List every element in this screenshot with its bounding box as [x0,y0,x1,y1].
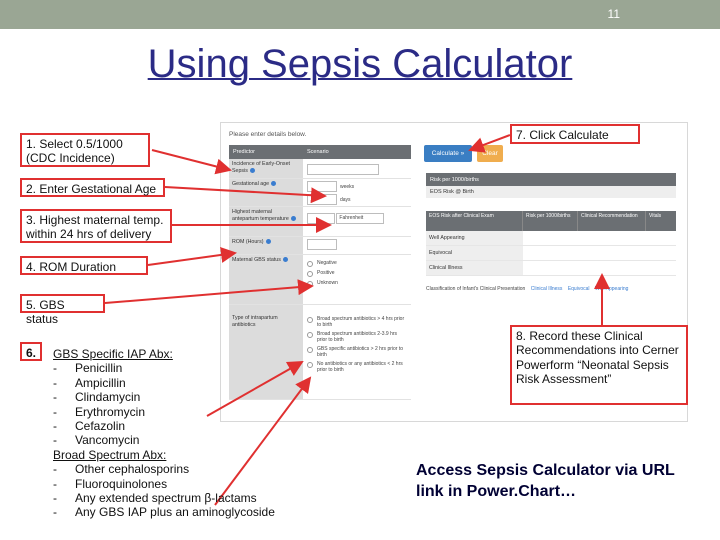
list-item: - Clindamycin [53,390,141,405]
arrow-gest-age [165,187,325,196]
list-item: - Ampicillin [53,375,126,390]
gbs-option-negative[interactable]: Negative [307,260,407,267]
list-item: - Vancomycin [53,433,140,448]
list-item: - Any extended spectrum β-lactams [53,491,257,506]
table-row: Clinical Illness [426,261,676,276]
arrow-rom [148,253,235,265]
list-item: - Fluoroquinolones [53,476,168,491]
broad-spectrum-heading: Broad Spectrum Abx: [53,447,167,462]
grid-header-risk: Risk per 1000/births [523,211,578,231]
predictor-header: Predictor [233,149,256,155]
grid-header-recommendation: Clinical Recommendation [578,211,646,231]
callout-incidence: 1. Select 0.5/1000 (CDC Incidence) [20,133,150,167]
antibiotic-list [53,347,275,520]
callout-calculate: 7. Click Calculate [510,124,640,144]
eos-risk-birth-row: EOS Risk @ Birth [426,186,676,199]
gbs-option-unknown[interactable]: Unknown [307,280,407,287]
scenario-header: Scenario [307,149,329,155]
slide-number: 11 [607,7,620,21]
arrow-gbs [105,286,312,303]
classification-link-equivocal[interactable]: Equivocal [567,286,590,292]
callout-temp: 3. Highest maternal temp. within 24 hrs of delivery [20,209,172,243]
clear-button[interactable]: Clear [477,145,503,162]
temp-label: Highest maternal antepartum temperature [232,209,289,222]
gbs-iap-heading: GBS Specific IAP Abx: [53,347,173,361]
table-row: Equivocal [426,246,676,261]
gbs-option-positive[interactable]: Positive [307,270,407,277]
access-note: Access Sepsis Calculator via URL link in Power.Chart… [416,462,675,500]
callout-gest-age: 2. Enter Gestational Age [20,178,165,197]
callout-record: 8. Record these Clinical Recommendations into Cerner Powerform “Neonatal Sepsis Risk Assessment” [510,325,688,405]
callout-rom: 4. ROM Duration [20,256,148,275]
abx-option-none[interactable]: No antibiotics or any antibiotics < 2 hrs prior to birth [307,361,407,373]
list-item: - Other cephalosporins [53,462,190,477]
gbs-label: Maternal GBS status [232,257,281,263]
grid-header-vitals: Vitals [649,213,662,219]
arrow-calculate [470,135,510,150]
table-row: Well Appearing [426,231,676,246]
abx-option-broad-2h[interactable]: Broad spectrum antibiotics 2-3.9 hrs prior to birth [307,331,407,343]
risk-per-1000-header: Risk per 1000/births [426,173,676,186]
list-item: - Any GBS IAP plus an aminoglycoside [53,505,275,520]
list-item: - Cefazolin [53,419,126,434]
grid-header-exam: EOS Risk after Clinical Exam [426,211,523,231]
prompt-text: Please enter details below. [229,131,307,138]
temp-unit-select[interactable]: Fahrenheit [336,213,384,224]
rom-label: ROM (Hours) [232,239,264,245]
abx-option-broad-4h[interactable]: Broad spectrum antibiotics > 4 hrs prior to birth [307,316,407,328]
abx-label: Type of intrapartum antibiotics [232,315,278,328]
classification-text: Classification of Infant's Clinical Presentation [426,286,526,292]
abx-option-gbs-specific[interactable]: GBS specific antibiotics > 2 hrs prior to birth [307,346,407,358]
days-unit: days [340,196,351,203]
classification-link-illness[interactable]: Clinical Illness [530,286,563,292]
list-item: - Erythromycin [53,404,146,419]
gest-age-label: Gestational age [232,181,270,187]
weeks-unit: weeks [340,183,355,190]
callout-antibiotics: 6. [20,342,42,361]
classification-link-well[interactable]: Well Appearing [594,286,629,292]
callout-gbs: 5. GBS status [20,294,105,313]
incidence-label: Incidence of Early-Onset Sepsis [232,161,290,174]
slide-title: Using Sepsis Calculator [147,42,573,86]
calculate-button[interactable]: Calculate » [424,145,472,162]
arrow-incidence [152,150,230,170]
list-item: - Penicillin [53,361,123,376]
